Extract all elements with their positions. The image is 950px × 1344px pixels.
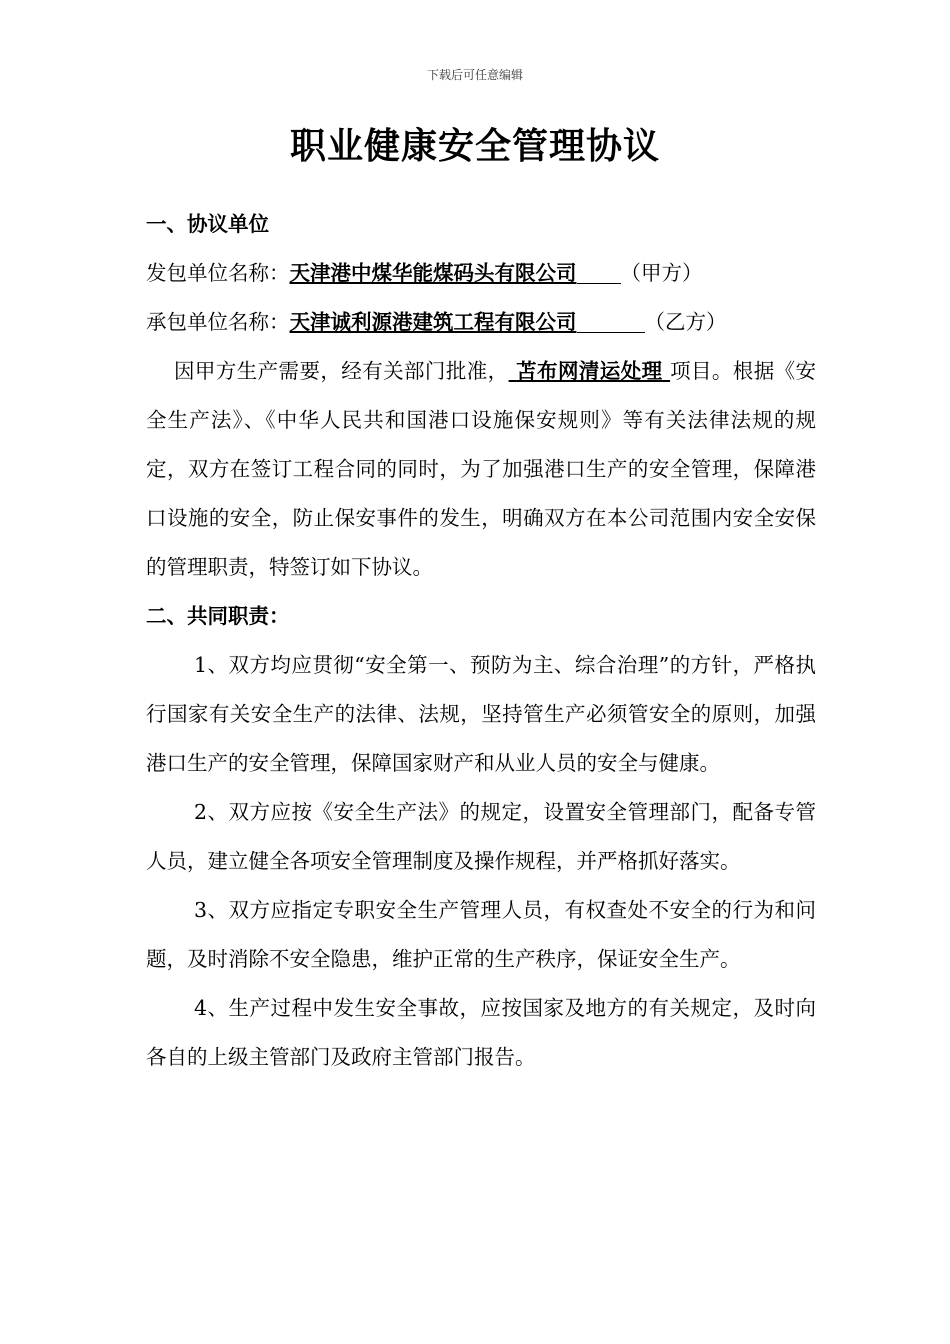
party-b-line — [146, 298, 816, 347]
intro-post: 项目。根据《安全生产法》、《中华人民共和国港口设施保安规则》等有关法律法规的规定，双方在签订工程合同的同时，为了加强港口生产的安全管理，保障港口设施的安全，防止保安事件的发生，明确双方在本公司范围内安全安保的管理职责，特签订如下协议。 — [146, 359, 817, 579]
section-heading-duties: 二、共同职责： — [146, 604, 290, 628]
duty-item: 2、双方应按《安全生产法》的规定，设置安全管理部门，配备专管人员，建立健全各项安全管理制度及操作规程，并严格抓好落实。 — [146, 800, 816, 873]
party-b-blank — [577, 310, 645, 333]
party-a-suffix: （甲方） — [620, 261, 703, 285]
party-a-blank — [577, 261, 621, 284]
duty-item: 3、双方应指定专职安全生产管理人员，有权查处不安全的行为和问题，及时消除不安全隐患，维护正常的生产秩序，保证安全生产。 — [146, 898, 816, 971]
party-b-suffix: （乙方） — [644, 310, 727, 334]
party-a-label: 发包单位名称： — [146, 261, 290, 285]
party-a-line — [146, 249, 816, 298]
document-title: 职业健康安全管理协议 — [289, 126, 660, 167]
header-note: 下载后可任意编辑 — [426, 68, 523, 82]
project-name: 苫布网清运处理 — [516, 359, 663, 383]
duty-item: 1、双方均应贯彻“安全第一、预防为主、综合治理”的方针，严格执行国家有关安全生产的法律、法规，坚持管生产必须管安全的原则，加强港口生产的安全管理，保障国家财产和从业人员的安全与健康。 — [146, 653, 816, 775]
document-body — [146, 200, 816, 1082]
intro-paragraph — [146, 347, 816, 592]
party-a-name: 天津港中煤华能煤码头有限公司 — [289, 261, 577, 285]
intro-pre: 因甲方生产需要，经有关部门批准， — [174, 359, 509, 383]
duty-item: 4、生产过程中发生安全事故，应按国家及地方的有关规定，及时向各自的上级主管部门及政府主管部门报告。 — [146, 996, 816, 1069]
party-b-name: 天津诚利源港建筑工程有限公司 — [289, 310, 577, 334]
section-heading-parties: 一、协议单位 — [146, 212, 269, 236]
party-b-label: 承包单位名称： — [146, 310, 290, 334]
